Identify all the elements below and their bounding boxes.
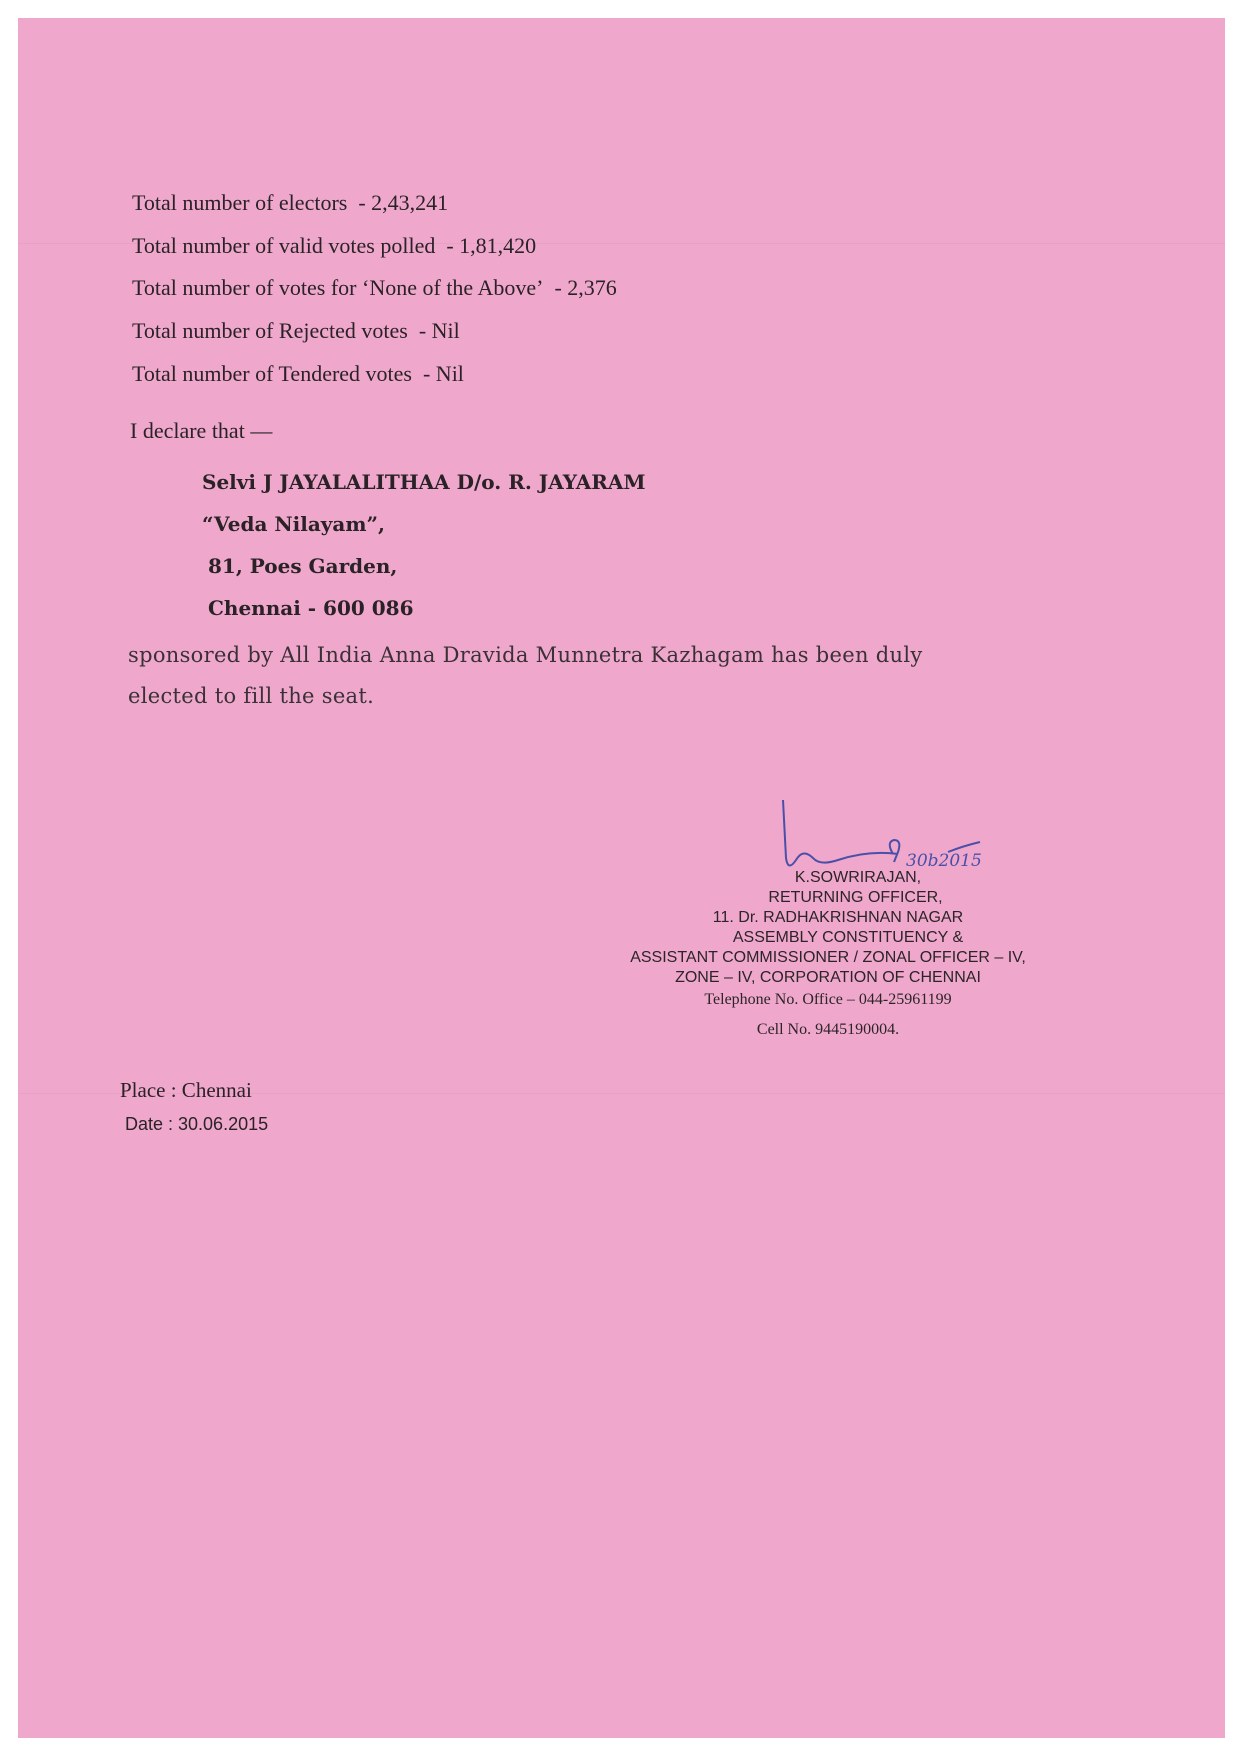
address-line-2: 81, Poes Garden, <box>208 554 398 578</box>
document-page <box>18 18 1225 1738</box>
stat-nota: Total number of votes for ‘None of the Above’ - 2,376 <box>132 275 617 300</box>
place: Place : Chennai <box>120 1078 252 1102</box>
stat-tendered: Total number of Tendered votes - Nil <box>132 361 464 386</box>
stat-electors: Total number of electors - 2,43,241 <box>132 190 449 215</box>
date: Date : 30.06.2015 <box>125 1114 269 1134</box>
candidate-name: Selvi J JAYALALITHAA D/o. R. JAYARAM <box>202 470 646 494</box>
declaration-intro: I declare that — <box>130 418 273 443</box>
officer-constituency: 11. Dr. RADHAKRISHNAN NAGAR <box>712 909 964 926</box>
officer-zone: ZONE – IV, CORPORATION OF CHENNAI <box>675 969 981 986</box>
address-line-1: “Veda Nilayam”, <box>202 512 386 536</box>
officer-name: K.SOWRIRAJAN, <box>794 869 922 886</box>
declaration-body-2: elected to fill the seat. <box>128 684 375 708</box>
stat-rejected: Total number of Rejected votes - Nil <box>132 318 460 343</box>
officer-designation: ASSISTANT COMMISSIONER / ZONAL OFFICER – IV, <box>630 949 1026 966</box>
address-line-3: Chennai - 600 086 <box>208 596 414 620</box>
stat-valid-votes: Total number of valid votes polled - 1,81,420 <box>132 233 537 258</box>
officer-telephone: Telephone No. Office – 044-25961199 <box>704 991 952 1008</box>
returning-officer-block <box>578 868 1078 1040</box>
officer-constituency-2: ASSEMBLY CONSTITUENCY & <box>732 929 964 946</box>
svg-text:30b2015: 30b2015 <box>906 851 982 871</box>
officer-cell: Cell No. 9445190004. <box>756 1021 900 1038</box>
declaration-body-1: sponsored by All India Anna Dravida Munnetra Kazhagam has been duly <box>128 643 923 667</box>
officer-title: RETURNING OFFICER, <box>768 889 943 906</box>
